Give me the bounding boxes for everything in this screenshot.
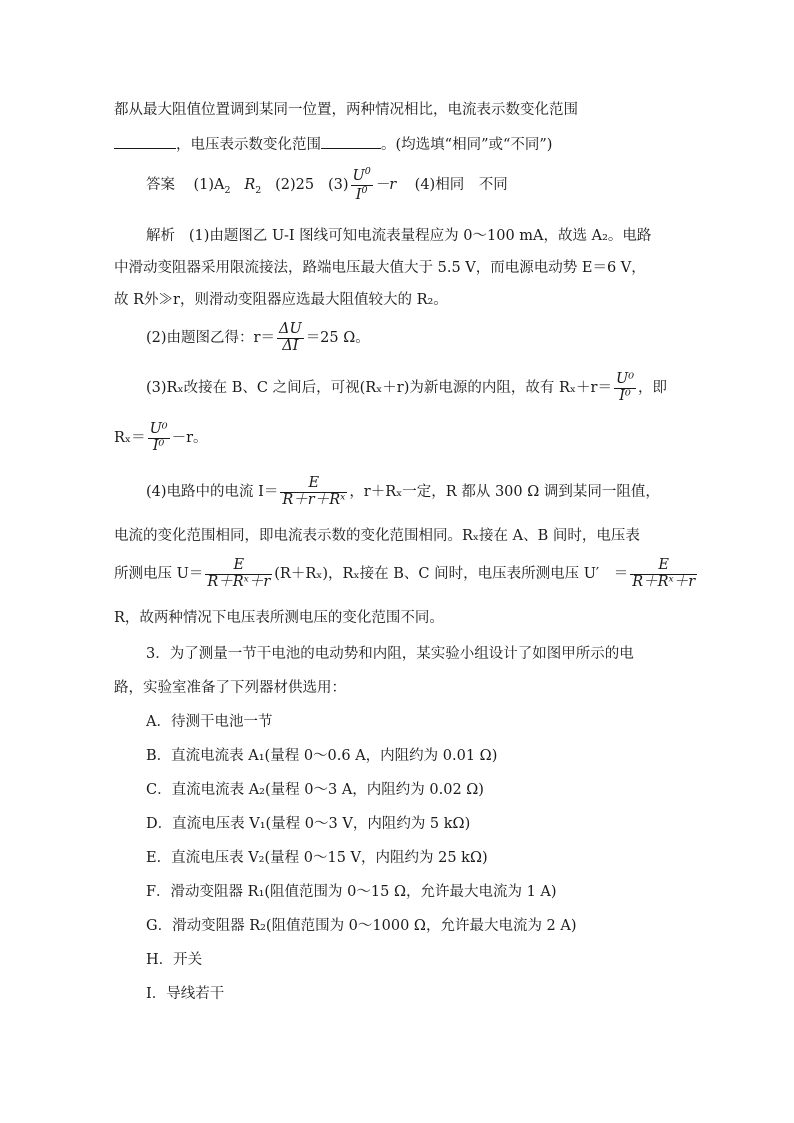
- q3-option-h-text: H．开关: [146, 952, 203, 968]
- q3-option-a-text: A．待测干电池一节: [146, 714, 273, 730]
- q3-option-f-text: F．滑动变阻器 R₁(阻值范围为 0～15 Ω，允许最大电流为 1 A): [146, 884, 557, 900]
- intro-text-1: 都从最大阻值位置调到某同一位置，两种情况相比，电流表示数变化范围: [114, 102, 578, 118]
- analysis-s4-post: ，r＋Rₓ一定，R 都从 300 Ω 调到某同一阻值，: [349, 484, 660, 500]
- q3-stem-text1: 3．为了测量一节干电池的电动势和内阻，某实验小组设计了如图甲所示的电: [146, 646, 634, 662]
- analysis-s4-line4-text: R，故两种情况下电压表所测电压的变化范围不同。: [114, 610, 444, 626]
- analysis-s4-pre: (4)电路中的电流 I＝: [146, 484, 279, 500]
- answer-part1-sub: 2: [224, 184, 231, 196]
- analysis-s3-fraction: $\frac{\text{U⁰}}{\text{I⁰}}$: [615, 371, 635, 404]
- analysis-s1-line3: 故 R外≫r，则滑动变阻器应选最大阻值较大的 R₂。: [114, 292, 448, 308]
- analysis-s4-fraction: $\frac{E}{\text{R＋r＋Rˣ}}$: [282, 475, 346, 508]
- analysis-s4-line2: [114, 526, 640, 546]
- analysis-s4-l3-mid: (R＋Rₓ)，Rₓ接在 B、C 间时，电压表所测电压 U′ ＝: [274, 566, 629, 582]
- intro-line-1: [114, 100, 578, 120]
- answer-line: [146, 164, 508, 212]
- fill-blank-current[interactable]: [114, 134, 176, 149]
- analysis-s3-l2-post: －r。: [171, 430, 208, 446]
- analysis-s4-line4: [114, 608, 444, 628]
- intro-text-2a: ，电压表示数变化范围: [176, 137, 321, 153]
- q3-option-g-text: G．滑动变阻器 R₂(阻值范围为 0～1000 Ω，允许最大电流为 2 A): [146, 918, 577, 934]
- answer-part1: (1)A: [193, 177, 225, 193]
- analysis-label: 解析: [146, 228, 175, 244]
- analysis-s1-line1: (1)由题图乙 U-I 图线可知电流表量程应为 0～100 mA，故选 A₂。电路: [188, 228, 652, 244]
- answer-part3-tail: －r: [374, 177, 397, 193]
- analysis-s3-pre: (3)Rₓ改接在 B、C 之间后，可视(Rₓ＋r)为新电源的内阻，故有 Rₓ＋r＝: [146, 380, 612, 396]
- analysis-line-2: [114, 258, 646, 278]
- q3-option-e: [146, 848, 488, 868]
- q3-stem-line1: [146, 644, 634, 664]
- analysis-s3-line1: [146, 366, 667, 410]
- q3-option-f: [146, 882, 557, 902]
- analysis-s4-l3-fraction1: $\frac{E}{\text{R＋Rˣ＋r}}$: [207, 557, 271, 590]
- analysis-line-3: [114, 290, 448, 310]
- answer-part3: (3): [327, 177, 349, 193]
- q3-option-b-text: B．直流电流表 A₁(量程 0～0.6 A，内阻约为 0.01 Ω): [146, 748, 498, 764]
- fill-blank-voltage[interactable]: [321, 134, 381, 149]
- answer-part1-r: R: [244, 177, 256, 193]
- analysis-s4-l3-pre: 所测电压 U＝: [114, 566, 204, 582]
- analysis-s4-l3-fraction2: $\frac{E}{\text{R＋Rˣ＋r}}$: [632, 557, 696, 590]
- q3-option-g: [146, 916, 577, 936]
- analysis-s3-line2: [114, 416, 208, 460]
- intro-line-2: [114, 134, 552, 155]
- analysis-s4-line1: [146, 470, 660, 514]
- q3-option-d-text: D．直流电压表 V₁(量程 0～3 V，内阻约为 5 kΩ): [146, 816, 471, 832]
- analysis-s4-line3: [114, 552, 699, 596]
- q3-stem-text2: 路，实验室准备了下列器材供选用：: [114, 680, 346, 696]
- analysis-line-1: [146, 226, 651, 246]
- analysis-s1-line2: 中滑动变阻器采用限流接法，路端电压最大值大于 5.5 V，而电源电动势 E＝6 V，: [114, 260, 646, 276]
- q3-option-e-text: E．直流电压表 V₂(量程 0～15 V，内阻约为 25 kΩ): [146, 850, 488, 866]
- answer-part4: (4)相同 不同: [414, 177, 508, 193]
- analysis-s4-line2-text: 电流的变化范围相同，即电流表示数的变化范围相同。Rₓ接在 A、B 间时，电压表: [114, 528, 640, 544]
- q3-option-i-text: I．导线若干: [146, 986, 225, 1002]
- q3-option-h: [146, 950, 202, 970]
- answer-part3-fraction: $\frac{U^0}{I^0}$: [352, 166, 371, 203]
- analysis-s2-pre: (2)由题图乙得：r＝: [146, 330, 275, 346]
- q3-option-a: [146, 712, 272, 732]
- q3-option-c-text: C．直流电流表 A₂(量程 0～3 A，内阻约为 0.02 Ω): [146, 782, 484, 798]
- answer-label: 答案: [146, 177, 175, 193]
- q3-option-i: [146, 984, 224, 1004]
- analysis-s2-fraction: $\frac{\Delta U}{\Delta I}$: [278, 321, 302, 354]
- analysis-s2: [146, 316, 370, 360]
- analysis-s3-l2-pre: Rₓ＝: [114, 430, 146, 446]
- q3-stem-line2: [114, 678, 346, 698]
- q3-option-b: [146, 746, 497, 766]
- analysis-s3-l2-fraction: $\frac{\text{U⁰}}{\text{I⁰}}$: [149, 421, 168, 454]
- intro-text-2b: 。(均选填“相同”或“不同”): [381, 137, 553, 153]
- analysis-s2-post: ＝25 Ω。: [305, 330, 370, 346]
- q3-option-d: [146, 814, 470, 834]
- answer-part1-r-sub: 2: [255, 184, 262, 196]
- q3-option-c: [146, 780, 484, 800]
- answer-part2: (2)25: [275, 177, 315, 193]
- analysis-s3-post: ，即: [638, 380, 668, 396]
